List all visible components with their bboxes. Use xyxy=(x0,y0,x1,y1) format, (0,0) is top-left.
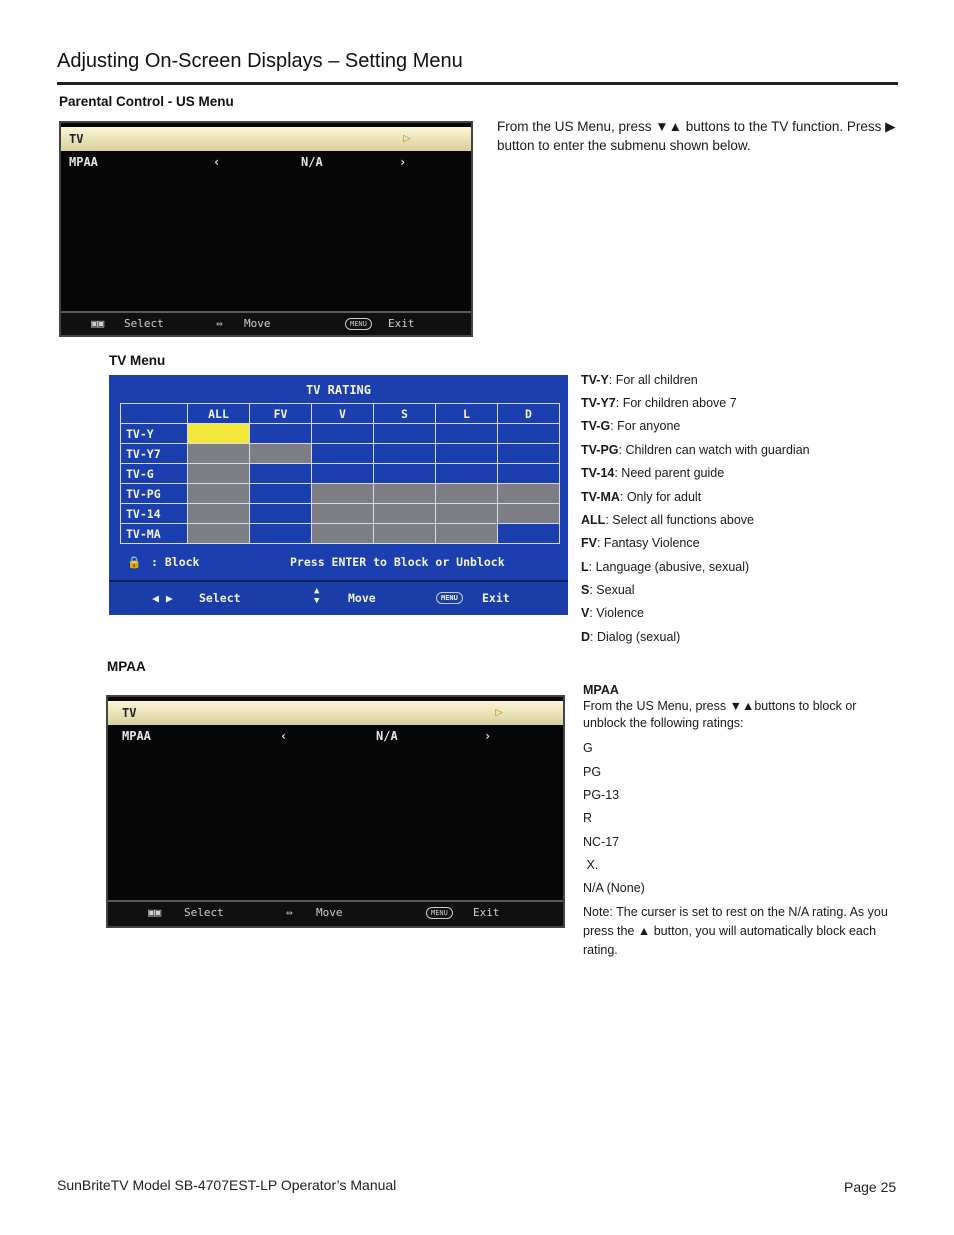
definition-item: FV: Fantasy Violence xyxy=(581,536,700,550)
definition-item: S: Sexual xyxy=(581,583,635,597)
rating-cell xyxy=(374,504,436,524)
mpaa-rating-item: G xyxy=(583,741,593,755)
row-label: TV-PG xyxy=(121,484,188,504)
select-label: Select xyxy=(184,906,224,919)
definition-item: TV-G: For anyone xyxy=(581,419,681,433)
tv-rating-screenshot xyxy=(109,375,568,615)
right-arrow-icon: › xyxy=(399,155,407,169)
left-arrow-icon: ‹ xyxy=(280,729,288,743)
rating-cell xyxy=(498,504,560,524)
row-label: TV-Y xyxy=(121,424,188,444)
rating-row-tv-y7 xyxy=(121,444,560,464)
grid-corner xyxy=(121,404,188,424)
rating-cell xyxy=(250,464,312,484)
rating-cell xyxy=(436,444,498,464)
menu-badge: MENU xyxy=(345,318,372,330)
rating-cell xyxy=(188,484,250,504)
rating-cell xyxy=(436,484,498,504)
definition-item: TV-Y7: For children above 7 xyxy=(581,396,737,410)
mpaa-label: MPAA xyxy=(122,729,151,743)
rating-footer xyxy=(109,580,568,615)
left-arrow-icon: ‹ xyxy=(213,155,221,169)
rating-cell xyxy=(374,524,436,544)
rating-row-tv-g xyxy=(121,464,560,484)
row-label: TV-Y7 xyxy=(121,444,188,464)
rating-cell xyxy=(188,464,250,484)
rating-cell xyxy=(436,424,498,444)
exit-label: Exit xyxy=(473,906,500,919)
definition-item: TV-Y: For all children xyxy=(581,373,698,387)
up-down-icon: ▲ ▼ xyxy=(314,586,320,606)
rating-cell xyxy=(250,524,312,544)
rating-row-tv-pg xyxy=(121,484,560,504)
footer-move-label: Move xyxy=(348,591,376,605)
rating-row-tv-14 xyxy=(121,504,560,524)
rating-cell xyxy=(498,484,560,504)
rating-cell xyxy=(312,444,374,464)
rating-cell xyxy=(436,524,498,544)
select-icon: ▣▣ xyxy=(91,317,105,330)
rating-cell xyxy=(188,504,250,524)
rating-cell xyxy=(374,424,436,444)
rating-grid xyxy=(120,403,560,544)
press-enter-note: Press ENTER to Block or Unblock xyxy=(290,555,505,569)
definition-item: TV-14: Need parent guide xyxy=(581,466,725,480)
rating-cell xyxy=(374,444,436,464)
move-label: Move xyxy=(244,317,271,330)
rating-cell xyxy=(312,484,374,504)
tv-topbar xyxy=(61,127,471,151)
rating-cell-selected xyxy=(188,424,250,444)
rating-cell xyxy=(498,444,560,464)
mpaa-rating-item: NC-17 xyxy=(583,835,620,849)
definition-item: ALL: Select all functions above xyxy=(581,513,755,527)
rating-cell xyxy=(498,524,560,544)
mpaa-value: N/A xyxy=(301,155,323,169)
col-l: L xyxy=(436,404,498,424)
arrow-right-icon: ▷ xyxy=(403,131,411,146)
select-label: Select xyxy=(124,317,164,330)
mpaa-intro: From the US Menu, press ▼▲buttons to block or unblock the following ratings: xyxy=(583,699,857,730)
mpaa-value: N/A xyxy=(376,729,398,743)
select-icon: ▣▣ xyxy=(148,906,162,919)
move-label: Move xyxy=(316,906,343,919)
rating-cell xyxy=(188,444,250,464)
row-label: TV-MA xyxy=(121,524,188,544)
right-arrow-icon: › xyxy=(484,729,492,743)
col-fv: FV xyxy=(250,404,312,424)
mpaa-rating-item: PG-13 xyxy=(583,788,620,802)
rating-cell xyxy=(312,424,374,444)
rating-cell xyxy=(188,524,250,544)
page-title: Adjusting On-Screen Displays – Setting Menu xyxy=(57,50,463,72)
col-s: S xyxy=(374,404,436,424)
block-label: : Block xyxy=(151,555,200,569)
lock-icon: 🔒 xyxy=(127,555,142,569)
arrow-right-icon: ▷ xyxy=(495,705,503,720)
rating-cell xyxy=(374,464,436,484)
rating-cell xyxy=(436,464,498,484)
rating-cell xyxy=(498,464,560,484)
footer-manual-title: SunBriteTV Model SB-4707EST-LP Operator’s Manual xyxy=(57,1177,397,1193)
definition-item: V: Violence xyxy=(581,606,645,620)
mpaa-rating-item: N/A (None) xyxy=(583,881,645,895)
tv-bottombar xyxy=(61,311,471,335)
row-label: TV-14 xyxy=(121,504,188,524)
mpaa-label: MPAA xyxy=(69,155,98,169)
definition-item: TV-MA: Only for adult xyxy=(581,490,702,504)
exit-label: Exit xyxy=(388,317,415,330)
col-all: ALL xyxy=(188,404,250,424)
definition-item: TV-PG: Children can watch with guardian xyxy=(581,443,810,457)
left-right-icon: ◀ ▶ xyxy=(152,591,173,605)
rating-header-row xyxy=(121,404,560,424)
footer-page-number: Page 25 xyxy=(844,1179,897,1195)
tv-bottombar xyxy=(108,900,563,926)
definition-item: L: Language (abusive, sexual) xyxy=(581,560,750,574)
rating-cell xyxy=(312,464,374,484)
footer-exit-label: Exit xyxy=(482,591,510,605)
tv-menu-screenshot-2 xyxy=(106,695,565,928)
move-icon: ⇔ xyxy=(216,317,223,330)
section-heading-mpaa: MPAA xyxy=(107,659,146,674)
rating-row-tv-y xyxy=(121,424,560,444)
footer-menu-badge: MENU xyxy=(436,592,463,604)
mpaa-note: Note: The curser is set to rest on the N/A rating. As you press the ▲ button, you will automatically block each rating. xyxy=(583,905,888,957)
rating-cell xyxy=(312,504,374,524)
rating-cell xyxy=(250,504,312,524)
row-label: TV-G xyxy=(121,464,188,484)
title-divider xyxy=(57,82,898,85)
rating-cell xyxy=(312,524,374,544)
mpaa-rating-item: R xyxy=(583,811,593,825)
rating-cell xyxy=(498,424,560,444)
tv-label: TV xyxy=(69,132,84,146)
mpaa-row xyxy=(61,155,471,173)
tv-label: TV xyxy=(122,706,137,720)
mpaa-rating-item: PG xyxy=(583,765,602,779)
definition-item: D: Dialog (sexual) xyxy=(581,630,681,644)
rating-cell xyxy=(250,444,312,464)
rating-cell xyxy=(436,504,498,524)
footer-select-label: Select xyxy=(199,591,241,605)
section-heading-us-menu: Parental Control - US Menu xyxy=(59,94,234,109)
col-d: D xyxy=(498,404,560,424)
tv-topbar xyxy=(108,701,563,725)
section-heading-tv-menu: TV Menu xyxy=(109,353,166,368)
rating-row-tv-ma xyxy=(121,524,560,544)
mpaa-description xyxy=(583,683,898,957)
rating-title: TV RATING xyxy=(305,383,372,397)
rating-cell xyxy=(250,424,312,444)
menu-badge: MENU xyxy=(426,907,453,919)
move-icon: ⇔ xyxy=(286,906,293,919)
section1-text: From the US Menu, press ▼▲ buttons to the TV function. Press ▶ button to enter the submenu shown below. xyxy=(497,119,896,153)
mpaa-rating-item: X. xyxy=(583,858,599,872)
rating-cell xyxy=(250,484,312,504)
rating-cell xyxy=(374,484,436,504)
tv-menu-screenshot-1 xyxy=(59,121,473,337)
mpaa-row xyxy=(108,729,563,747)
col-v: V xyxy=(312,404,374,424)
mpaa-subheading: MPAA xyxy=(583,683,619,697)
